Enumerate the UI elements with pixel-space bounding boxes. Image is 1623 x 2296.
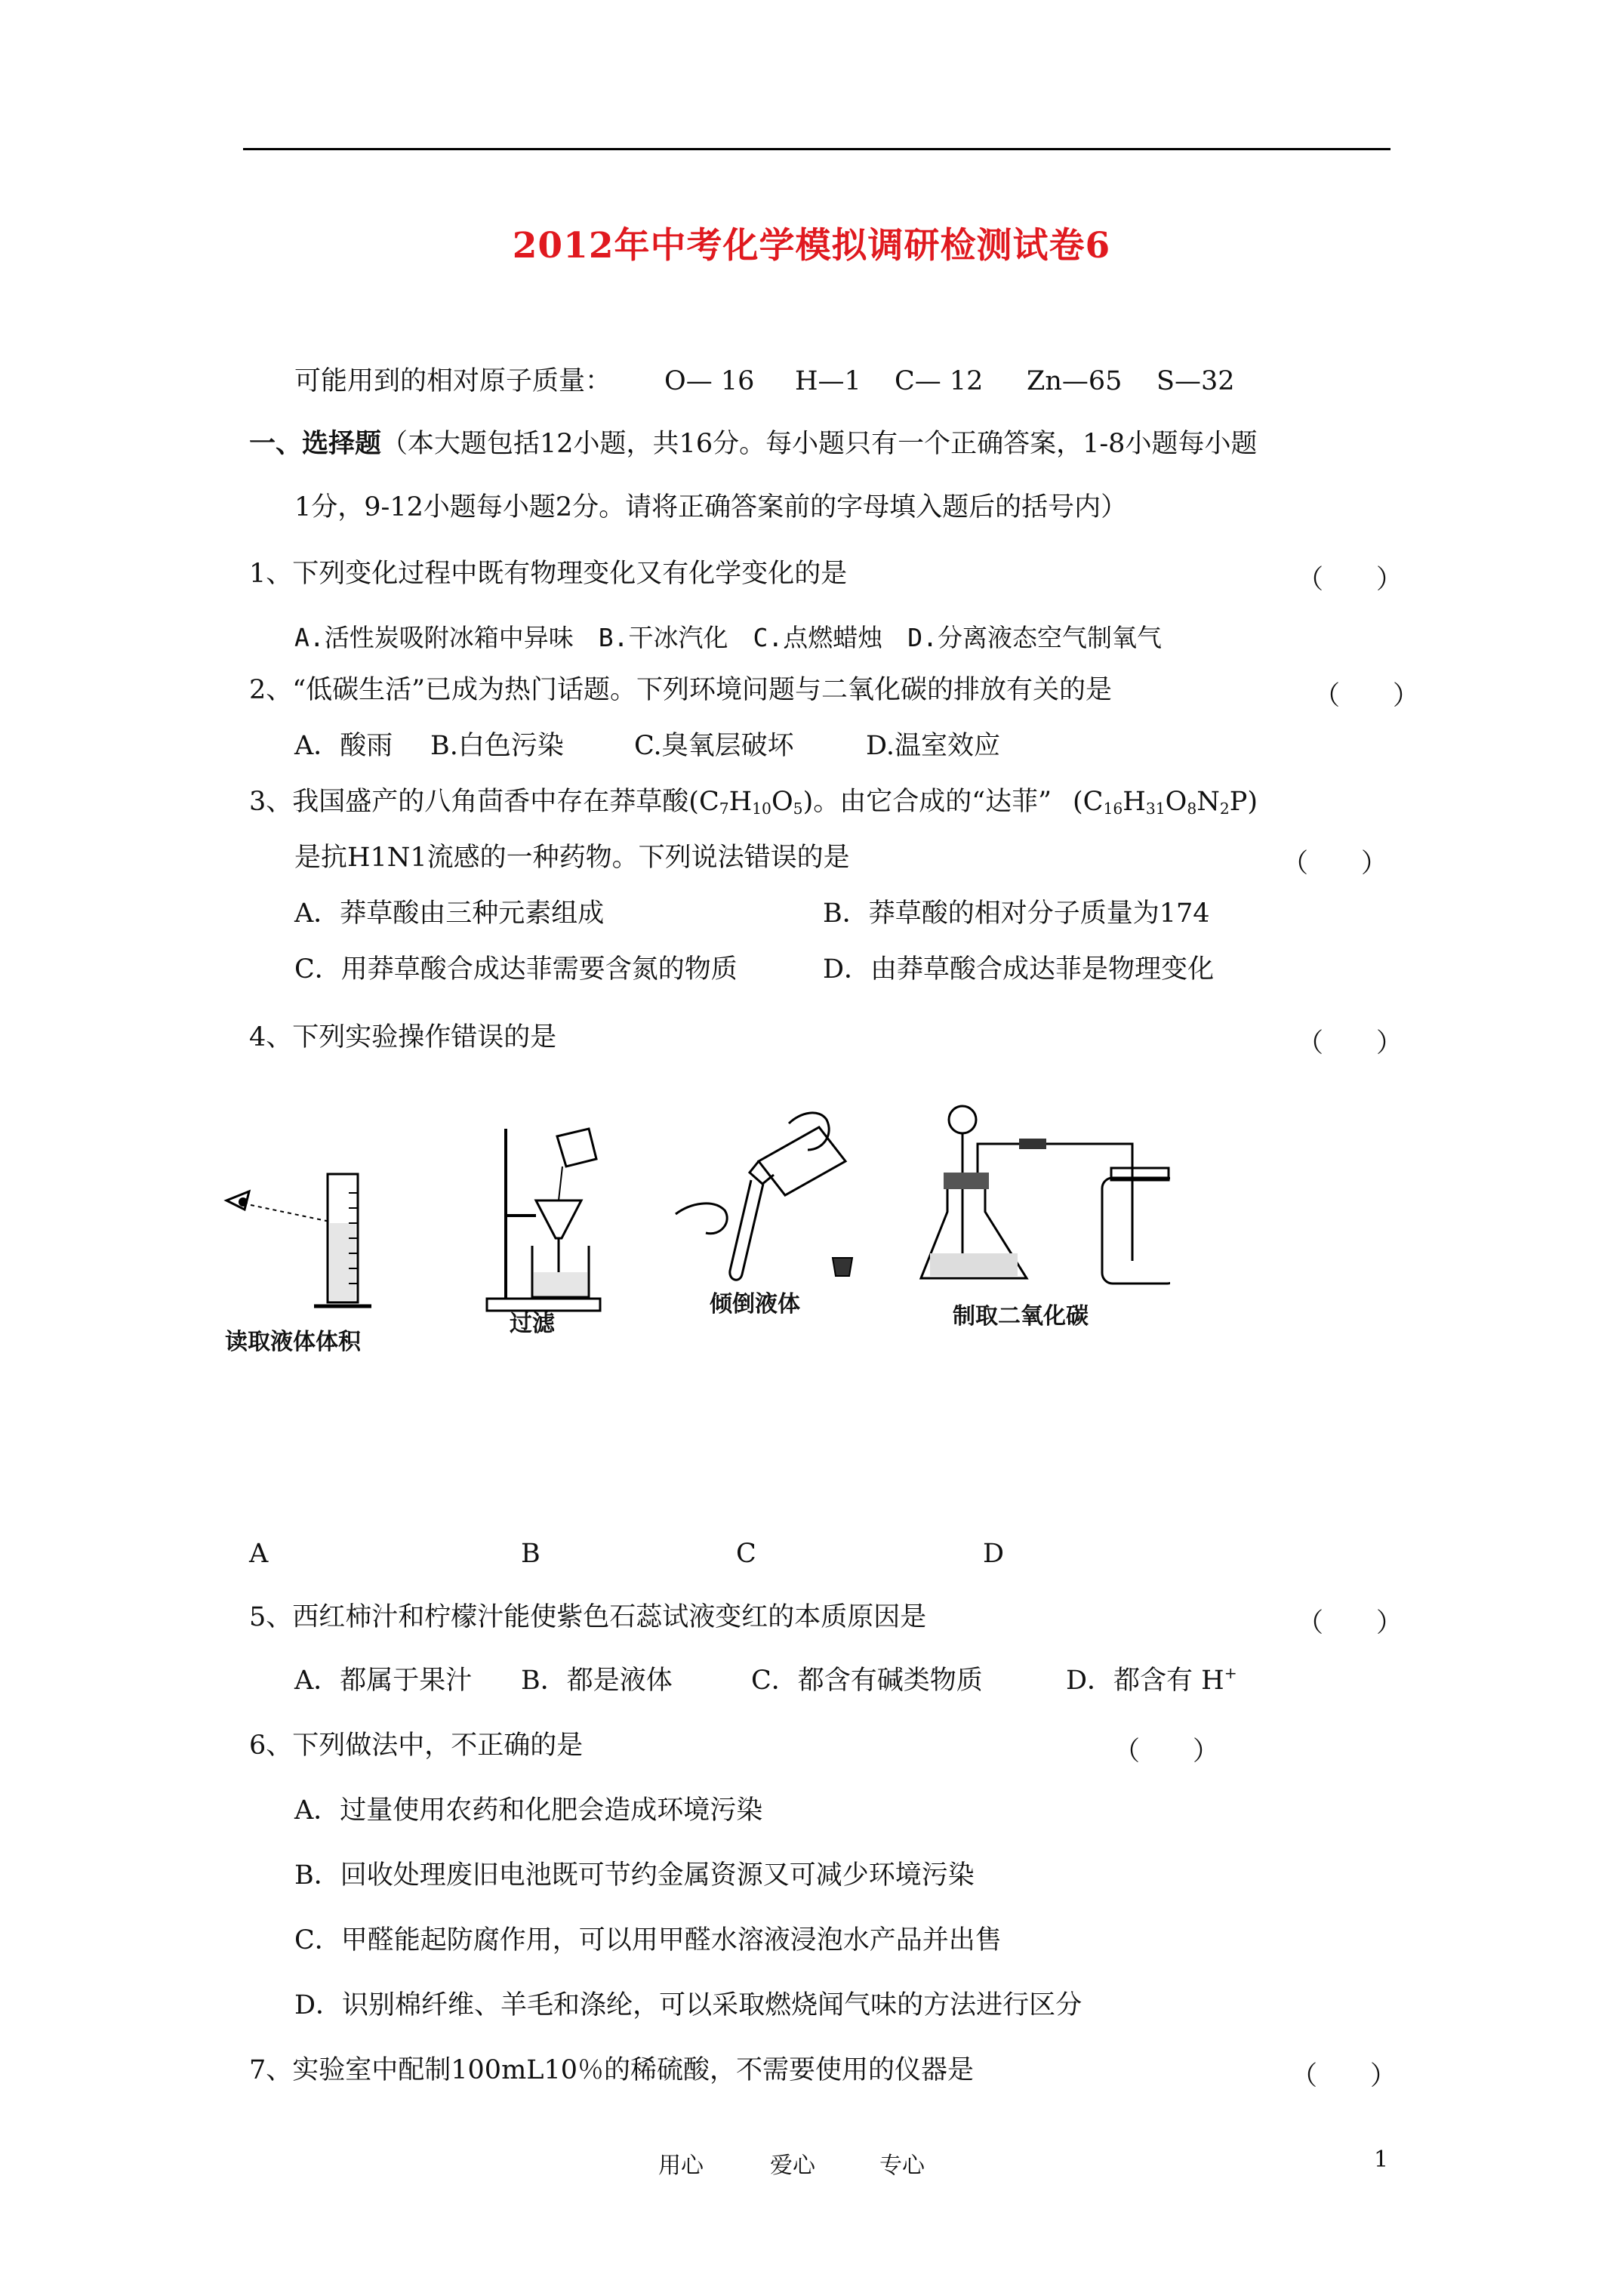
q2-option-d: D.温室效应 xyxy=(866,731,1000,761)
atomic-mass-label: 可能用到的相对原子质量： xyxy=(294,366,612,396)
q3-option-b: B．莽草酸的相对分子质量为174 xyxy=(823,898,1210,929)
q4-letter-a: A xyxy=(249,1539,269,1569)
page-title: 2012年中考化学模拟调研检测试卷6 xyxy=(512,225,1111,267)
footer-motto-3: 专心 xyxy=(879,2153,925,2179)
q6-option-a: A．过量使用农药和化肥会造成环境污染 xyxy=(294,1795,763,1826)
atomic-mass-o: O— 16 xyxy=(664,366,755,396)
q2-option-a: A．酸雨 xyxy=(294,731,393,761)
q4-stem: 4、下列实验操作错误的是 xyxy=(249,1022,557,1052)
figure-c-pouring xyxy=(668,1108,864,1290)
figure-d-co2 xyxy=(913,1099,1170,1295)
q2-answer-paren[interactable]: （ ） xyxy=(1313,681,1420,711)
q6-answer-paren[interactable]: （ ） xyxy=(1113,1737,1220,1767)
q4-answer-paren[interactable]: （ ） xyxy=(1297,1028,1403,1059)
q6-option-c: C．甲醛能起防腐作用，可以用甲醛水溶液浸泡水产品并出售 xyxy=(294,1925,1002,1955)
q1-answer-paren[interactable]: （ ） xyxy=(1297,565,1403,595)
q3-option-a: A．莽草酸由三种元素组成 xyxy=(294,898,605,929)
q5-stem: 5、西红柿汁和柠檬汁能使紫色石蕊试液变红的本质原因是 xyxy=(249,1602,927,1632)
q5-option-d-line xyxy=(1066,1663,1237,1696)
q2-option-b: B.白色污染 xyxy=(430,731,564,761)
figure-d-label: 制取二氧化碳 xyxy=(953,1303,1089,1330)
page-number: 1 xyxy=(1374,2147,1389,2173)
footer-motto-1: 用心 xyxy=(658,2153,704,2179)
filtration-diagram xyxy=(483,1125,611,1314)
q6-option-d: D．识别棉纤维、羊毛和涤纶，可以采取燃烧闻气味的方法进行区分 xyxy=(294,1990,1083,2020)
q3-stem-line1 xyxy=(249,787,1258,817)
q1-stem: 1、下列变化过程中既有物理变化又有化学变化的是 xyxy=(249,559,848,589)
q5-option-c: C．都含有碱类物质 xyxy=(751,1666,983,1696)
q4-letter-c: C xyxy=(736,1539,756,1569)
q5-option-d: D．都含有 H xyxy=(1066,1666,1224,1696)
q5-option-b: B．都是液体 xyxy=(521,1666,673,1696)
co2-apparatus-diagram xyxy=(913,1099,1170,1295)
q5-option-a: A．都属于果汁 xyxy=(294,1666,473,1696)
atomic-mass-line xyxy=(294,366,611,396)
q3-stem-a: 3、我国盛产的八角茴香中存在莽草酸( xyxy=(249,787,699,817)
q3-stem-line2: 是抗H1N1流感的一种药物。下列说法错误的是 xyxy=(294,843,850,873)
atomic-mass-c: C— 12 xyxy=(895,366,984,396)
q4-letter-d: D xyxy=(983,1539,1005,1569)
q1-options: A.活性炭吸附冰箱中异味 B.干冰汽化 C.点燃蜡烛 D.分离液态空气制氧气 xyxy=(294,623,1162,652)
q6-option-b: B．回收处理废旧电池既可节约金属资源又可减少环境污染 xyxy=(294,1860,975,1891)
shikimic-acid-formula: $C_7H_{10}O_5$ xyxy=(698,787,803,818)
q3-option-d: D．由莽草酸合成达菲是物理变化 xyxy=(823,954,1215,985)
figure-a-label: 读取液体体积 xyxy=(225,1329,361,1355)
header-rule xyxy=(243,148,1390,150)
footer-motto-2: 爱心 xyxy=(770,2153,815,2179)
atomic-mass-h: H—1 xyxy=(795,366,861,396)
q2-stem: 2、“低碳生活”已成为热门话题。下列环境问题与二氧化碳的排放有关的是 xyxy=(249,675,1113,705)
atomic-mass-s: S—32 xyxy=(1156,366,1235,396)
plus-superscript: + xyxy=(1224,1663,1237,1682)
q3-stem-b: )。由它合成的“达菲” xyxy=(802,787,1052,817)
figure-b-label: 过滤 xyxy=(510,1311,555,1337)
q3-option-c: C．用莽草酸合成达菲需要含氮的物质 xyxy=(294,954,738,985)
section-desc-1: （本大题包括12小题，共16分。每小题只有一个正确答案，1-8小题每小题 xyxy=(381,429,1258,459)
pouring-diagram xyxy=(668,1108,864,1290)
q7-stem: 7、实验室中配制100mL10％的稀硫酸，不需要使用的仪器是 xyxy=(249,2055,975,2085)
q6-stem: 6、下列做法中，不正确的是 xyxy=(249,1730,584,1761)
q7-answer-paren[interactable]: （ ） xyxy=(1291,2061,1397,2091)
q3-answer-paren[interactable]: （ ） xyxy=(1282,849,1388,879)
q2-option-c: C.臭氧层破坏 xyxy=(634,731,794,761)
q5-answer-paren[interactable]: （ ） xyxy=(1297,1608,1403,1638)
figure-b-filtration xyxy=(483,1125,611,1314)
section-heading-line xyxy=(249,429,1257,459)
tamiflu-formula: $(C_{16}H_{31}O_8N_2P)$ xyxy=(1073,787,1258,818)
section-desc-2: 1分，9-12小题每小题2分。请将正确答案前的字母填入题后的括号内） xyxy=(294,492,1128,522)
atomic-mass-zn: Zn—65 xyxy=(1027,366,1123,396)
figure-c-label: 倾倒液体 xyxy=(710,1291,800,1318)
section-heading: 一、选择题 xyxy=(249,428,382,459)
q4-letter-b: B xyxy=(521,1539,540,1569)
